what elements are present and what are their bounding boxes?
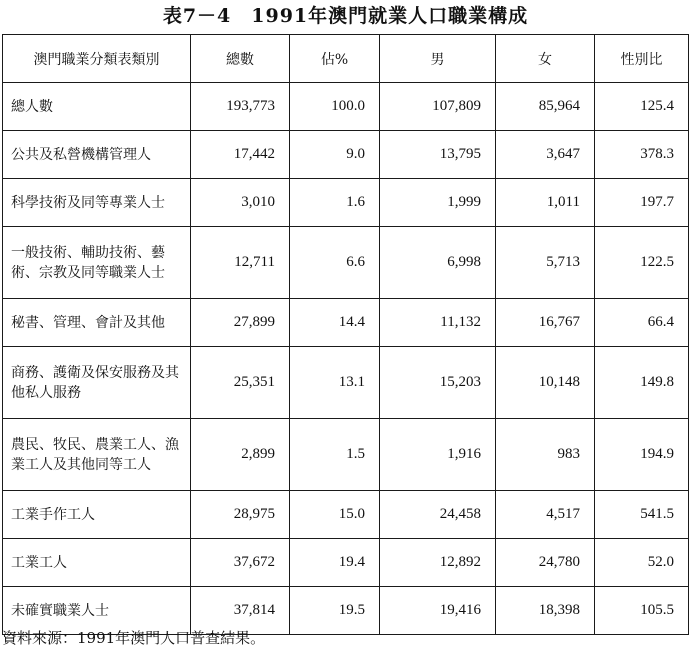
cell-percent: 100.0 [290,83,380,131]
cell-sex-ratio: 125.4 [595,83,689,131]
cell-total: 25,351 [191,347,290,419]
cell-female: 4,517 [496,491,595,539]
row-label: 總人數 [3,83,191,131]
cell-male: 19,416 [380,587,496,635]
cell-total: 37,814 [191,587,290,635]
header-total: 總數 [191,35,290,83]
cell-sex-ratio: 122.5 [595,227,689,299]
table-row [3,227,689,299]
cell-total: 28,975 [191,491,290,539]
cell-female: 16,767 [496,299,595,347]
cell-sex-ratio: 541.5 [595,491,689,539]
cell-percent: 9.0 [290,131,380,179]
row-label: 秘書、管理、會計及其他 [3,299,191,347]
cell-percent: 1.5 [290,419,380,491]
table-row [3,83,689,131]
cell-percent: 13.1 [290,347,380,419]
cell-percent: 14.4 [290,299,380,347]
table-row [3,419,689,491]
cell-male: 24,458 [380,491,496,539]
cell-male: 1,916 [380,419,496,491]
cell-total: 2,899 [191,419,290,491]
cell-male: 6,998 [380,227,496,299]
row-label: 科學技術及同等專業人士 [3,179,191,227]
cell-female: 85,964 [496,83,595,131]
cell-female: 3,647 [496,131,595,179]
header-row [3,35,689,83]
cell-percent: 15.0 [290,491,380,539]
cell-percent: 19.5 [290,587,380,635]
cell-sex-ratio: 378.3 [595,131,689,179]
cell-percent: 6.6 [290,227,380,299]
cell-total: 27,899 [191,299,290,347]
cell-male: 1,999 [380,179,496,227]
table-row [3,179,689,227]
header-category: 澳門職業分類表類別 [3,35,191,83]
cell-male: 12,892 [380,539,496,587]
cell-female: 5,713 [496,227,595,299]
cell-male: 11,132 [380,299,496,347]
row-label: 未確實職業人士 [3,587,191,635]
header-male: 男 [380,35,496,83]
header-sex-ratio: 性別比 [595,35,689,83]
row-label: 商務、護衛及保安服務及其他私人服務 [3,347,191,419]
row-label: 一般技術、輔助技術、藝術、宗教及同等職業人士 [3,227,191,299]
header-female: 女 [496,35,595,83]
row-label: 公共及私營機構管理人 [3,131,191,179]
cell-sex-ratio: 149.8 [595,347,689,419]
cell-sex-ratio: 197.7 [595,179,689,227]
table-row [3,131,689,179]
cell-male: 13,795 [380,131,496,179]
cell-female: 1,011 [496,179,595,227]
cell-sex-ratio: 105.5 [595,587,689,635]
row-label: 工業工人 [3,539,191,587]
source-note: 資料來源：1991年澳門人口普查結果。 [2,629,266,647]
cell-female: 18,398 [496,587,595,635]
row-label: 農民、牧民、農業工人、漁業工人及其他同等工人 [3,419,191,491]
cell-total: 12,711 [191,227,290,299]
cell-total: 3,010 [191,179,290,227]
table-row [3,491,689,539]
cell-percent: 1.6 [290,179,380,227]
row-label: 工業手作工人 [3,491,191,539]
occupation-table [2,34,689,635]
cell-male: 15,203 [380,347,496,419]
cell-female: 10,148 [496,347,595,419]
table-row [3,347,689,419]
page-title: 表7－4 1991年澳門就業人口職業構成 [162,5,529,27]
cell-female: 983 [496,419,595,491]
cell-total: 17,442 [191,131,290,179]
cell-total: 37,672 [191,539,290,587]
header-percent: 佔% [290,35,380,83]
cell-male: 107,809 [380,83,496,131]
cell-sex-ratio: 194.9 [595,419,689,491]
cell-female: 24,780 [496,539,595,587]
cell-sex-ratio: 52.0 [595,539,689,587]
table-row [3,299,689,347]
table-row [3,539,689,587]
cell-total: 193,773 [191,83,290,131]
cell-percent: 19.4 [290,539,380,587]
cell-sex-ratio: 66.4 [595,299,689,347]
